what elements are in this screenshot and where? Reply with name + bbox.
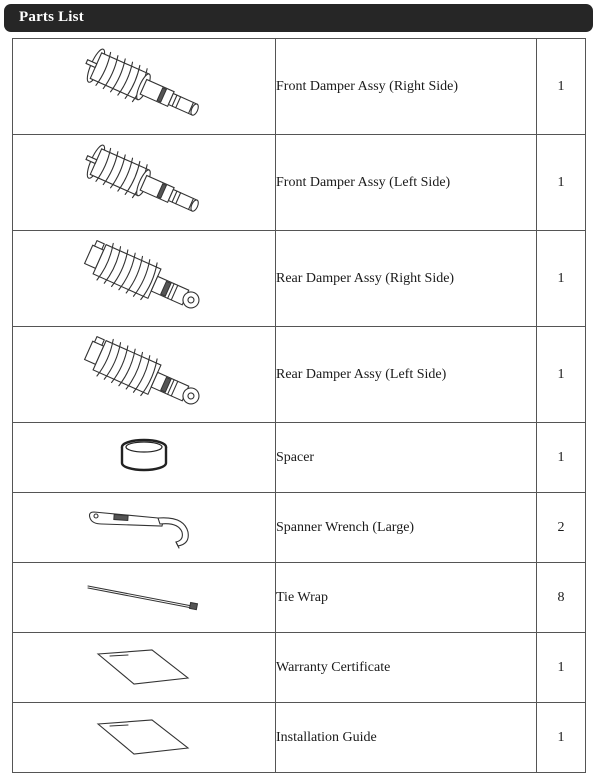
spacer-ring-icon (114, 433, 174, 483)
guide-card-icon (94, 718, 194, 758)
part-image-cell (13, 493, 276, 563)
part-name: Spacer (276, 423, 537, 493)
part-qty: 1 (537, 135, 586, 231)
part-name: Front Damper Assy (Left Side) (276, 135, 537, 231)
front-damper-icon (69, 141, 219, 225)
part-image-cell (13, 135, 276, 231)
part-name: Front Damper Assy (Right Side) (276, 39, 537, 135)
table-row (13, 703, 586, 773)
part-image-cell (13, 633, 276, 703)
table-row (13, 493, 586, 563)
table-row (13, 135, 586, 231)
table-row (13, 231, 586, 327)
part-image-cell (13, 563, 276, 633)
parts-table (12, 38, 586, 773)
front-damper-icon (69, 45, 219, 129)
part-qty: 8 (537, 563, 586, 633)
part-name: Tie Wrap (276, 563, 537, 633)
table-row (13, 327, 586, 423)
part-image-cell (13, 423, 276, 493)
part-image-cell (13, 703, 276, 773)
part-name: Rear Damper Assy (Right Side) (276, 231, 537, 327)
part-qty: 1 (537, 39, 586, 135)
table-row (13, 633, 586, 703)
part-name: Rear Damper Assy (Left Side) (276, 327, 537, 423)
part-image-cell (13, 327, 276, 423)
part-name: Spanner Wrench (Large) (276, 493, 537, 563)
section-title: Parts List (19, 9, 84, 25)
part-qty: 1 (537, 327, 586, 423)
part-image-cell (13, 231, 276, 327)
section-header (4, 4, 593, 32)
part-qty: 2 (537, 493, 586, 563)
table-row (13, 423, 586, 493)
part-qty: 1 (537, 633, 586, 703)
table-row (13, 563, 586, 633)
table-row (13, 39, 586, 135)
part-name: Warranty Certificate (276, 633, 537, 703)
part-qty: 1 (537, 703, 586, 773)
part-qty: 1 (537, 423, 586, 493)
tie-wrap-icon (84, 580, 204, 616)
rear-damper-icon (69, 333, 219, 417)
part-image-cell (13, 39, 276, 135)
part-qty: 1 (537, 231, 586, 327)
spanner-wrench-icon (84, 506, 204, 550)
rear-damper-icon (69, 237, 219, 321)
part-name: Installation Guide (276, 703, 537, 773)
warranty-card-icon (94, 648, 194, 688)
